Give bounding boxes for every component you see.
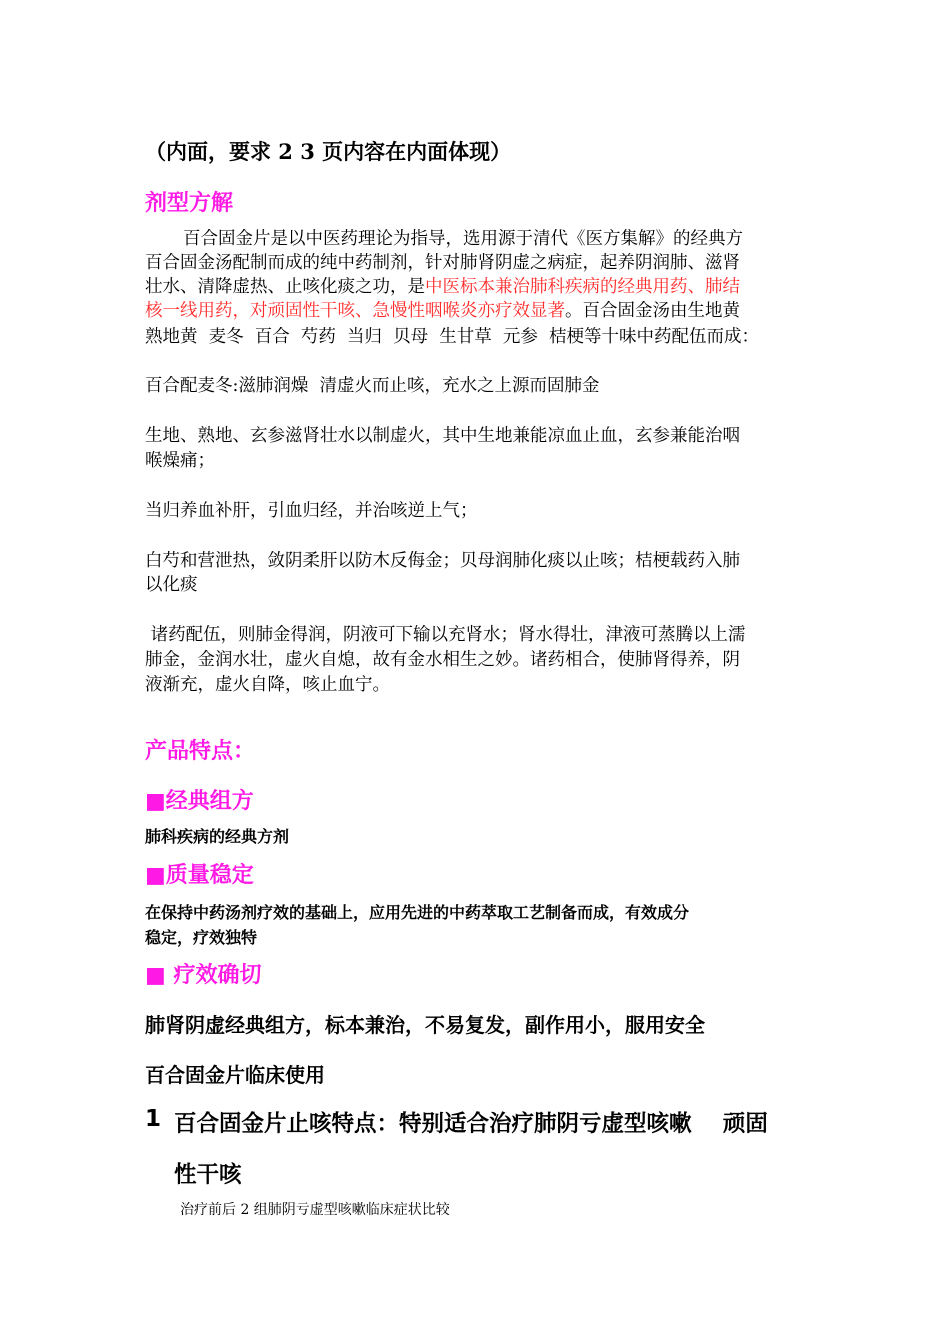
- paragraph-summary-line2: 肺金，金润水壮，虚火自熄，故有金水相生之妙。诸药相合，使肺肾得养，阴: [145, 650, 740, 670]
- feature-desc-efficacy: 肺肾阴虚经典组方，标本兼治，不易复发，副作用小，服用安全: [145, 1013, 705, 1037]
- ingredient-list: 熟地黄 麦冬 百合 芍药 当归 贝母 生甘草 元参 桔梗等十味中药配伍而成：: [145, 327, 760, 347]
- table-caption: 治疗前后 2 组肺阴亏虚型咳嗽临床症状比较: [180, 1202, 450, 1218]
- clinical-item-line2: 性干咳: [174, 1162, 242, 1188]
- paragraph-shengdi-line1: 生地、熟地、玄参滋肾壮水以制虚火，其中生地兼能凉血止血，玄参兼能治咽: [145, 426, 740, 446]
- paragraph-intro-line3-plain: 壮水、清降虚热、止咳化痰之功，是: [145, 277, 425, 297]
- paragraph-shengdi-line2: 喉燥痛；: [145, 451, 215, 471]
- highlight-classic-medicine: 中医标本兼治肺科疾病的经典用药、肺结: [425, 277, 740, 297]
- paragraph-summary-line3: 液渐充，虚火自降，咳止血宁。: [145, 675, 390, 695]
- paragraph-danggui: 当归养血补肝，引血归经，并治咳逆上气；: [145, 501, 478, 521]
- clinical-item-line1: 百合固金片止咳特点：特别适合治疗肺阴亏虚型咳嗽 顽固: [174, 1111, 768, 1137]
- feature-desc-quality-line2: 稳定，疗效独特: [145, 928, 258, 947]
- section-title-formulation: 剂型方解: [145, 191, 234, 216]
- feature-desc-classic: 肺科疾病的经典方剂: [145, 827, 290, 846]
- paragraph-intro-line3: [145, 275, 740, 299]
- paragraph-intro-line2: 百合固金汤配制而成的纯中药制剂，针对肺肾阴虚之病症，起养阴润肺、滋肾: [145, 253, 740, 273]
- feature-desc-quality-line1: 在保持中药汤剂疗效的基础上，应用先进的中药萃取工艺制备而成，有效成分: [145, 903, 690, 922]
- clinical-item-number: 1: [145, 1106, 162, 1132]
- feature-title-quality: ■质量稳定: [145, 863, 254, 888]
- paragraph-baishao-line1: 白芍和营泄热，敛阴柔肝以防木反侮金；贝母润肺化痰以止咳；桔梗载药入肺: [145, 551, 740, 571]
- layout-note: （内面，要求 2 3 页内容在内面体现）: [145, 139, 512, 164]
- clinical-title: 百合固金片临床使用: [145, 1063, 325, 1087]
- highlight-efficacy: 核一线用药，对顽固性干咳、急慢性咽喉炎亦疗效显著: [145, 301, 565, 321]
- paragraph-summary-line1: 诸药配伍，则肺金得润，阴液可下输以充肾水；肾水得壮，津液可蒸腾以上濡: [145, 625, 746, 645]
- paragraph-intro-line1: 百合固金片是以中医药理论为指导，选用源于清代《医方集解》的经典方: [183, 229, 743, 249]
- paragraph-intro-line4-plain: 。百合固金汤由生地黄: [565, 301, 740, 321]
- paragraph-baishao-line2: 以化痰: [145, 575, 198, 595]
- paragraph-baihe-maidong: 百合配麦冬:滋肺润燥 清虚火而止咳，充水之上源而固肺金: [145, 376, 600, 396]
- paragraph-intro-line4: [145, 299, 740, 323]
- feature-title-classic: ■经典组方: [145, 789, 254, 814]
- section-title-features: 产品特点：: [145, 739, 256, 764]
- feature-title-efficacy: ■ 疗效确切: [145, 963, 262, 988]
